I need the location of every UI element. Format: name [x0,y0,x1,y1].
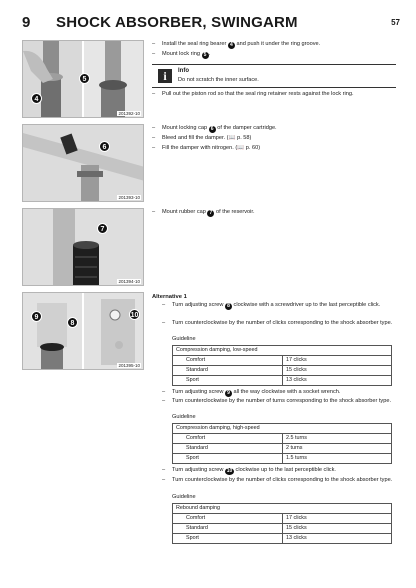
callout-ref: 4 [228,42,235,49]
photo-id: 201393-10 [118,195,140,200]
guideline-label: Guideline [172,494,196,500]
page-title: SHOCK ABSORBER, SWINGARM [56,14,298,31]
alternative-heading: Alternative 1 [152,294,187,300]
step-adjust-screw-9: – Turn adjusting screw 9 all the way clockwise with a socket wrench. [162,389,394,397]
table-compression-high-speed: Compression damping, high-speed Comfort 2.5 turns Standard 2 turns Sport 1.5 turns [172,423,392,464]
table-compression-low-speed: Compression damping, low-speed Comfort 17 clicks Standard 15 clicks Sport 13 clicks [172,345,392,386]
table-title: Rebound damping [173,504,392,514]
step-mount-locking-cap: – Mount locking cap 6 of the damper cartridge. [152,125,396,133]
step-adjust-screw-10: – Turn adjusting screw 10 clockwise up to the last perceptible click. [162,467,394,475]
callout-ref: 10 [226,468,233,474]
callout-ref: 7 [207,210,214,217]
photo-adjusting-screws [22,292,144,370]
callout-ref: 5 [202,52,209,59]
step-turn-counterclockwise-turns: – Turn counterclockwise by the number of turns corresponding to the shock absorber type. [162,398,394,405]
info-icon: i [158,69,172,83]
info-text: Do not scratch the inner surface. [178,77,259,83]
table-title: Compression damping, low-speed [173,346,392,356]
callout-10: 10 [129,309,140,320]
photo-id: 201395-10 [118,363,140,368]
page-number: 57 [391,18,400,27]
book-icon: 📖 [237,145,245,151]
photo-locking-cap-illustration [23,125,144,202]
step-mount-lock-ring: – Mount lock ring 5 . [152,51,396,59]
callout-7: 7 [97,223,108,234]
step-bleed-fill-damper: – Bleed and fill the damper. (📖 p. 58) [152,135,396,142]
callout-5: 5 [79,73,90,84]
chapter-number: 9 [22,14,31,31]
page-header [22,14,400,36]
callout-6: 6 [99,141,110,152]
callout-4: 4 [31,93,42,104]
book-icon: 📖 [228,135,236,141]
step-turn-counterclockwise-rebound: – Turn counterclockwise by the number of clicks corresponding to the shock absorber type. [162,477,394,484]
photo-rubber-cap [22,208,144,286]
table-rebound-damping: Rebound damping Comfort 17 clicks Standard 15 clicks Sport 13 clicks [172,503,392,544]
callout-9: 9 [31,311,42,322]
photo-id: 201392-10 [118,111,140,116]
step-adjust-screw-8: – Turn adjusting screw 8 clockwise with a screwdriver up to the last perceptible click. [162,302,394,310]
info-title: Info [178,68,189,74]
step-install-seal-ring-bearer: – Install the seal ring bearer 4 and push it under the ring groove. [152,41,396,49]
guideline-label: Guideline [172,336,196,342]
info-box [152,64,396,88]
photo-seal-ring [22,40,144,118]
photo-id: 201394-10 [118,279,140,284]
table-title: Compression damping, high-speed [173,424,392,434]
callout-ref: 6 [209,126,216,133]
guideline-label: Guideline [172,414,196,420]
step-mount-rubber-cap: – Mount rubber cap 7 of the reservoir. [152,209,396,217]
callout-8: 8 [67,317,78,328]
photo-rubber-cap-illustration [23,209,144,286]
callout-ref: 9 [225,390,232,397]
callout-ref: 8 [225,303,232,310]
step-pull-out-piston-rod: – Pull out the piston rod so that the seal ring retainer rests against the lock ring. [152,91,396,98]
step-fill-nitrogen: – Fill the damper with nitrogen. (📖 p. 60) [152,145,396,152]
photo-locking-cap [22,124,144,202]
step-turn-counterclockwise-clicks: – Turn counterclockwise by the number of clicks corresponding to the shock absorber type. [162,320,394,327]
photo-adjusting-screws-illustration [23,293,144,370]
